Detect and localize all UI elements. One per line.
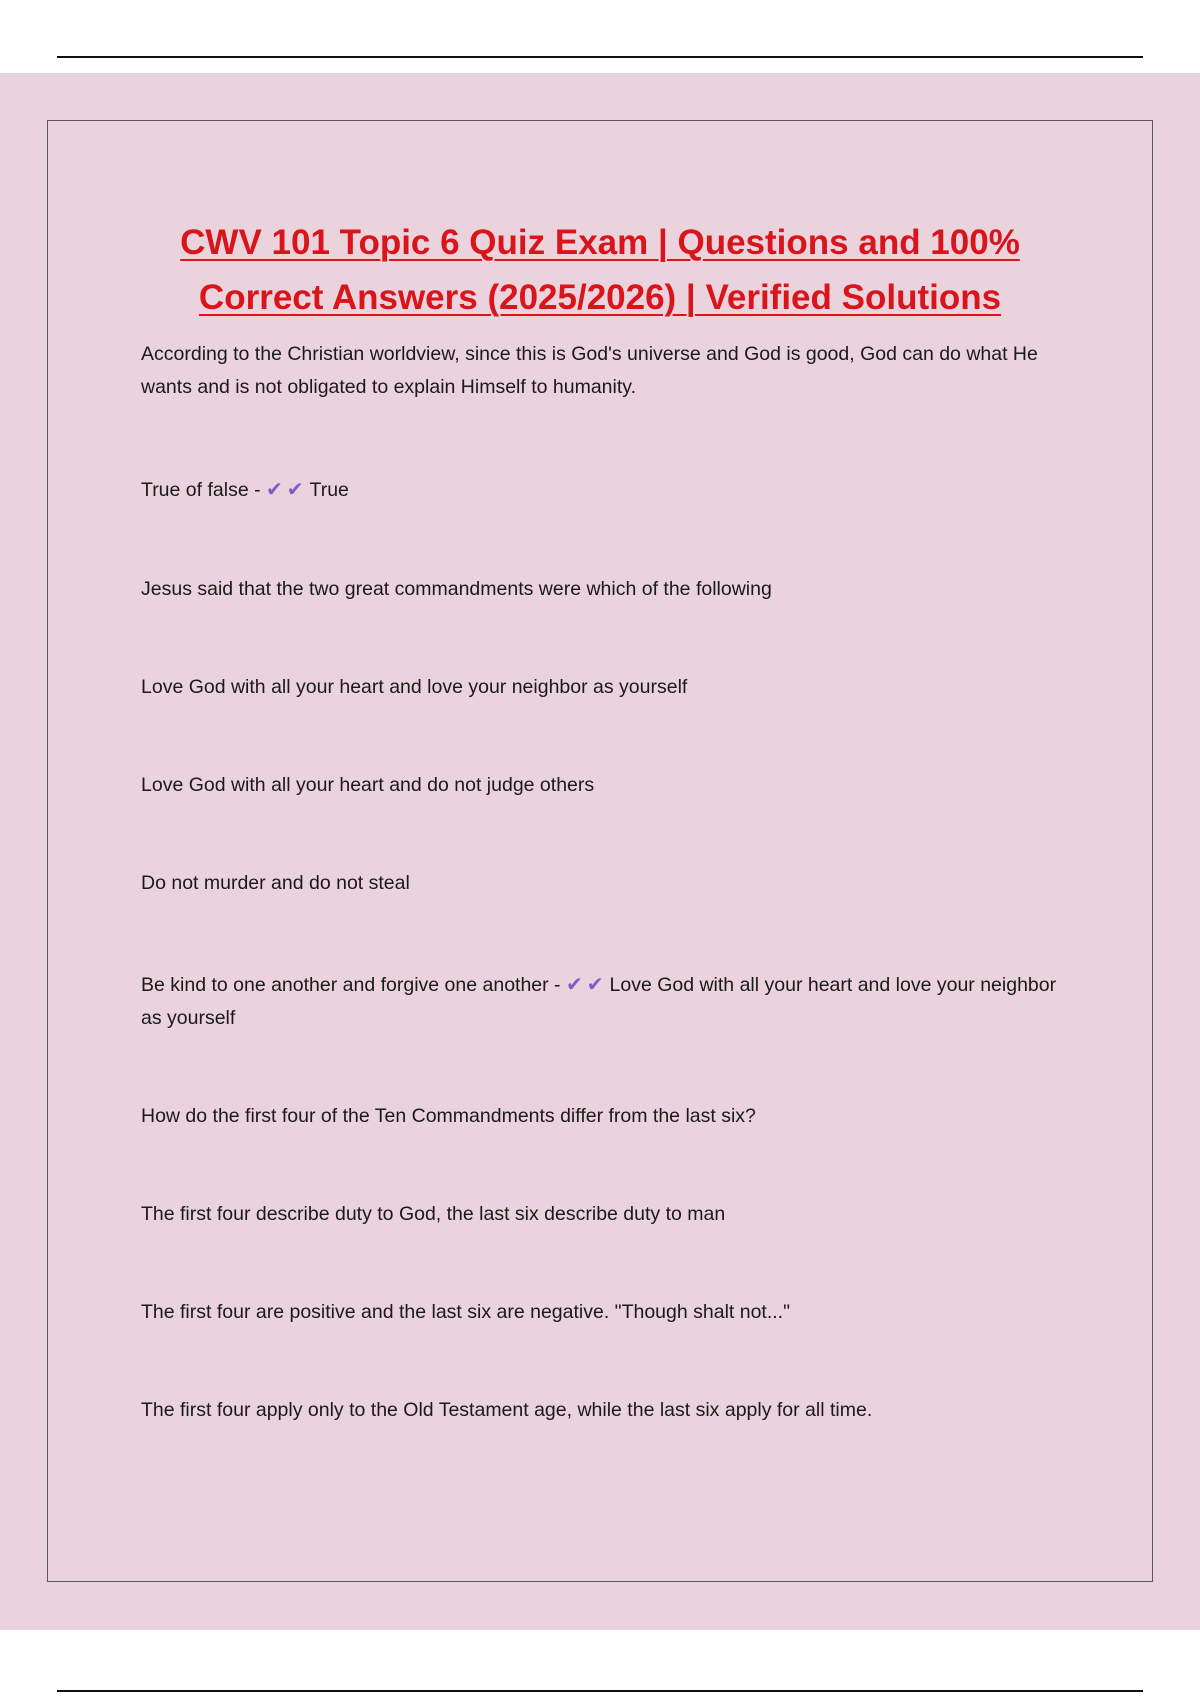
- check-icon: ✔: [565, 974, 583, 996]
- header-rule: [57, 56, 1143, 58]
- question-text: According to the Christian worldview, since this is God's universe and God is good, God can do what He wants and is not obligated to explain Himself to humanity.: [141, 343, 1038, 398]
- option-text: Love God with all your heart and do not judge others: [141, 774, 595, 796]
- footer-rule: [57, 1690, 1143, 1692]
- option-text: The first four describe duty to God, the last six describe duty to man: [141, 1203, 726, 1225]
- question-text: Jesus said that the two great commandments were which of the following: [141, 578, 772, 600]
- title-line-2: Correct Answers (2025/2026) | Verified Solutions: [198, 278, 1002, 317]
- title-line-1: CWV 101 Topic 6 Quiz Exam | Questions and 100%: [180, 223, 1020, 262]
- answer-text: Love God with all your heart and love your neighbor as yourself: [141, 974, 1057, 1029]
- answer-line: True of false - ✔ ✔ True: [141, 474, 1061, 507]
- document-title: [100, 215, 1100, 325]
- option-text: Do not murder and do not steal: [141, 872, 410, 894]
- option-text: The first four are positive and the last six are negative. "Though shalt not...": [141, 1301, 791, 1323]
- check-icon: ✔: [286, 479, 304, 501]
- option-text: The first four apply only to the Old Testament age, while the last six apply for all time.: [141, 1399, 873, 1421]
- question-text: How do the first four of the Ten Commandments differ from the last six?: [141, 1105, 756, 1127]
- answer-text: True: [309, 479, 349, 501]
- check-icon: ✔: [586, 974, 604, 996]
- option-text: Love God with all your heart and love your neighbor as yourself: [141, 676, 688, 698]
- answer-line: Be kind to one another and forgive one another - ✔ ✔ Love God with all your heart and love your neighbor as yourself: [141, 969, 1061, 1035]
- check-icon: ✔: [266, 479, 283, 501]
